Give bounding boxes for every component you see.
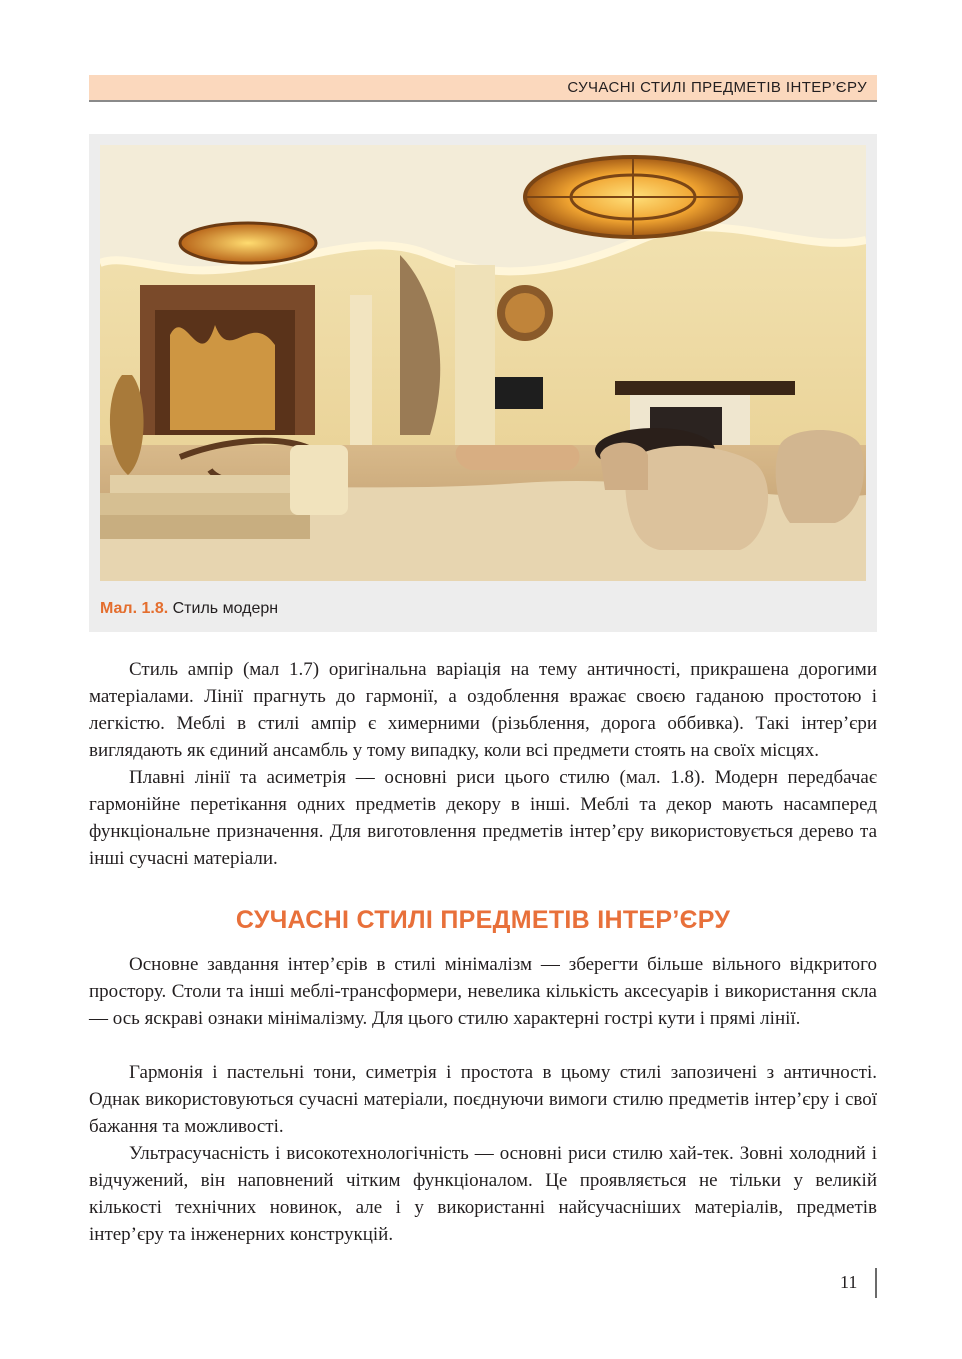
figure-caption-text: Стиль модерн <box>172 600 279 617</box>
running-header-title: СУЧАСНІ СТИЛІ ПРЕДМЕТІВ ІНТЕР’ЄРУ <box>567 79 867 96</box>
figure-1-8 <box>89 134 877 632</box>
page-number-divider <box>875 1268 877 1298</box>
figure-caption <box>100 600 278 618</box>
figure-caption-number: Мал. 1.8. <box>100 600 169 617</box>
paragraph-empire-style: Стиль ампір (мал 1.7) оригінальна варіація на тему античності, прикрашена дорогими матеріалами. Лінії прагнуть до гармонії, а оздоблення вражає своєю гаданою простотою і легкістю. Меблі в стилі ампір є химерними (різьблення, дорога оббивка). Такі інтер’єри виглядають як єдиний ансамбль у тому випадку, коли всі предмети стоять на своїх місцях. <box>89 659 877 761</box>
running-header <box>89 75 877 102</box>
paragraph-modern-style: Плавні лінії та асиметрія — основні риси цього стилю (мал. 1.8). Модерн передбачає гармонійне перетікання одних предметів декору в інші. Меблі та декор мають насамперед функціональне призначення. Для виготовлення предметів інтер’єру використовується дерево та інші сучасні матеріали. <box>89 767 877 869</box>
page-number: 11 <box>840 1272 858 1292</box>
paragraph-minimalism: Основне завдання інтер’єрів в стилі мінімалізм — зберегти більше вільного відкритого простору. Столи та інші меблі-трансформери, невелика кількість аксесуарів і використання скла — ось яскраві ознаки мінімалізму. Для цього стилю характерні гострі кути і прямі лінії. <box>89 954 877 1029</box>
interior-photo-icon <box>100 145 866 581</box>
paragraph-harmony: Гармонія і пастельні тони, симетрія і простота в цьому стилі запозичені з античності. Однак використовуються сучасні матеріали, поєднуючи вимоги стилю предметів інтер’єру і свої бажання та можливості. <box>89 1062 877 1137</box>
paragraph-hi-tech: Ультрасучасність і високотехнологічність — основні риси стилю хай-тек. Зовні холодний і відчужений, він наповнений чітким функціоналом. Це проявляється не тільки у великій кількості технічних новинок, але і у використанні найсучасніших матеріалів, предметів інтер’єру та інженерних конструкцій. <box>89 1143 877 1245</box>
section-heading: СУЧАСНІ СТИЛІ ПРЕДМЕТІВ ІНТЕР’ЄРУ <box>235 906 731 934</box>
